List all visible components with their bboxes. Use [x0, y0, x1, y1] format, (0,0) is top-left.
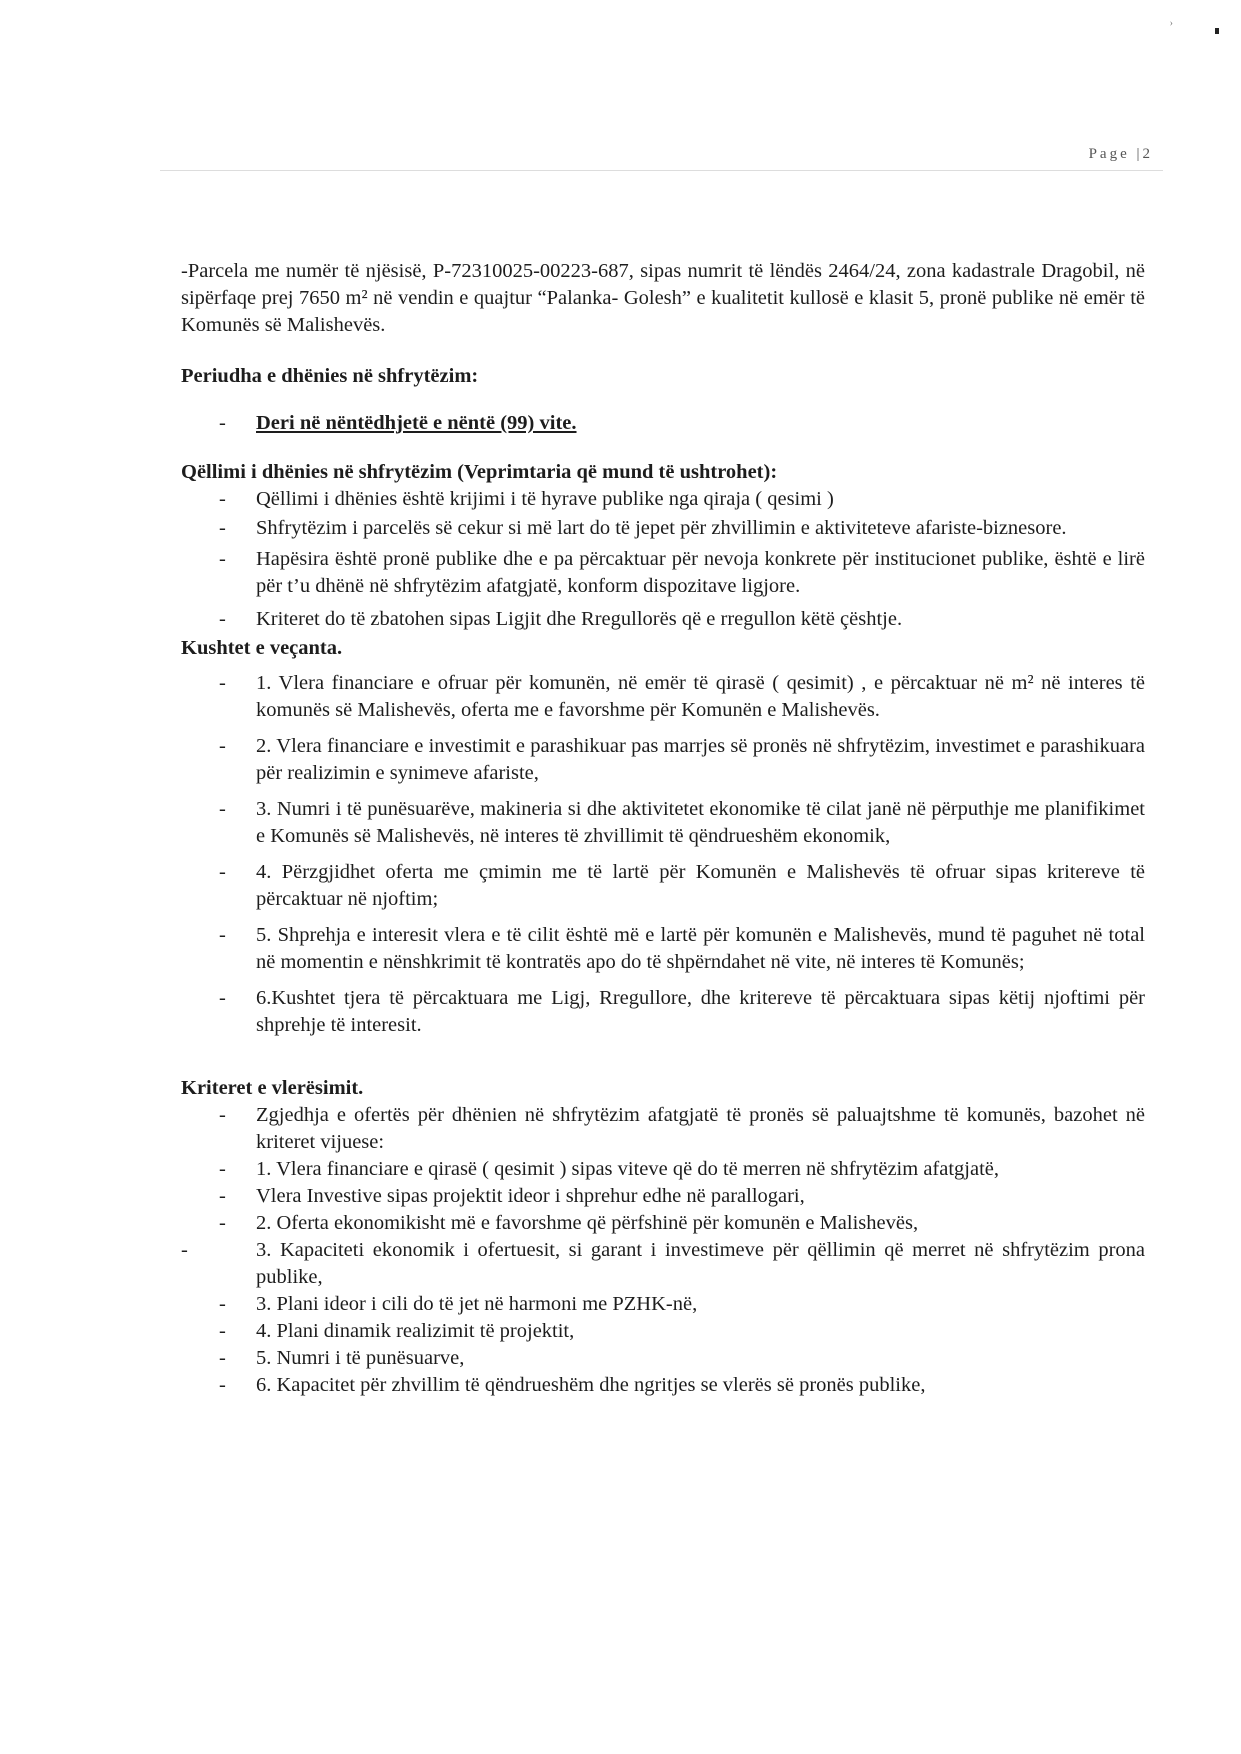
- list-item: - 5. Shprehja e interesit vlera e të cilit është më e lartë për komunën e Malishevës, mund të paguhet në total në momentin e nënshkrimit të kontratës apo do të shpërndahet në vite, në interes të Komunës;: [181, 922, 1145, 976]
- list-item: - Vlera Investive sipas projektit ideor i shprehur edhe në parallogari,: [181, 1183, 1145, 1210]
- conditions-heading: Kushtet e veçanta.: [181, 637, 343, 659]
- list-item: [181, 1237, 1145, 1291]
- period-heading: Periudha e dhënies në shfrytëzim:: [181, 365, 479, 387]
- list-item: - 3. Numri i të punësuarëve, makineria si dhe aktivitetet ekonomike të cilat janë në përputhje me planifikimet e Komunës së Malishevës, në interes të zhvillimit të qëndrueshëm ekonomik,: [181, 796, 1145, 850]
- purpose-heading: Qëllimi i dhënies në shfrytëzim (Veprimtaria që mund të ushtrohet):: [181, 461, 778, 483]
- evaluation-list: [181, 1102, 1145, 1399]
- list-item: - Zgjedhja e ofertës për dhënien në shfrytëzim afatgjatë të pronës së paluajtshme të komunës, bazohet në kriteret vijuese:: [181, 1102, 1145, 1156]
- purpose-list: [181, 486, 1145, 633]
- list-item: - Shfrytëzim i parcelës së cekur si më lart do të jepet për zhvillimin e aktiviteteve afariste-biznesore.: [181, 515, 1145, 542]
- list-item: - Hapësira është pronë publike dhe e pa përcaktuar për nevoja konkrete për institucionet publike, është e lirë për t’u dhënë në shfrytëzim afatgjatë, konform dispozitave ligjore.: [181, 546, 1145, 600]
- list-item: - 1. Vlera financiare e qirasë ( qesimit ) sipas viteve që do të merren në shfrytëzim afatgjatë,: [181, 1156, 1145, 1183]
- list-item: - 3. Plani ideor i cili do të jet në harmoni me PZHK-në,: [181, 1291, 1145, 1318]
- list-item: - 2. Oferta ekonomikisht më e favorshme që përfshinë për komunën e Malishevës,: [181, 1210, 1145, 1237]
- conditions-list: [181, 670, 1145, 1039]
- evaluation-heading: Kriteret e vlerësimit.: [181, 1077, 364, 1099]
- list-item: - 5. Numri i të punësuarve,: [181, 1345, 1145, 1372]
- list-item-text: - 3. Kapaciteti ekonomik i ofertuesit, si garant i investimeve për qëllimin që merret në shfrytëzim prona publike,: [256, 1239, 1145, 1288]
- list-item: - 4. Plani dinamik realizimit të projektit,: [181, 1318, 1145, 1345]
- list-item: - 6.Kushtet tjera të përcaktuara me Ligj, Rregullore, dhe kritereve të përcaktuara sipas këtij njoftimi për shprehje të interesit.: [181, 985, 1145, 1039]
- list-item: [181, 410, 1145, 437]
- list-item: - Qëllimi i dhënies është krijimi i të hyrave publike nga qiraja ( qesimi ): [181, 486, 1145, 513]
- scan-speck: [1215, 28, 1219, 34]
- header-divider: [160, 170, 1163, 171]
- list-item: - 6. Kapacitet për zhvillim të qëndrueshëm dhe ngritjes se vlerës së pronës publike,: [181, 1372, 1145, 1399]
- list-item: - 4. Përzgjidhet oferta me çmimin me të lartë për Komunën e Malishevës të ofruar sipas kritereve të përcaktuar në njoftim;: [181, 859, 1145, 913]
- document-body: [181, 258, 1145, 1399]
- list-item: - 2. Vlera financiare e investimit e parashikuar pas marrjes së pronës në shfrytëzim, investimet e parashikuara për realizimin e synimeve afariste,: [181, 733, 1145, 787]
- list-item: - 1. Vlera financiare e ofruar për komunën, në emër të qirasë ( qesimit) , e përcaktuar në m² në interes të komunës së Malishevës, oferta me e favorshme për Komunën e Malishevës.: [181, 670, 1145, 724]
- period-list: [181, 410, 1145, 437]
- list-item: - Kriteret do të zbatohen sipas Ligjit dhe Rregullorës që e rregullon këtë çështje.: [181, 606, 1145, 633]
- scan-speck: ›: [1169, 18, 1173, 29]
- parcel-description: -Parcela me numër të njësisë, P-72310025-00223-687, sipas numrit të lëndës 2464/24, zona kadastrale Dragobil, në sipërfaqe prej 7650 m² në vendin e quajtur “Palanka- Golesh” e kualitetit kullosë e klasit 5, pronë publike në emër të Komunës së Malishevës.: [181, 260, 1145, 336]
- period-value: Deri në nëntëdhjetë e nëntë (99) vite.: [256, 412, 577, 434]
- page-number: Page |2: [1088, 146, 1153, 162]
